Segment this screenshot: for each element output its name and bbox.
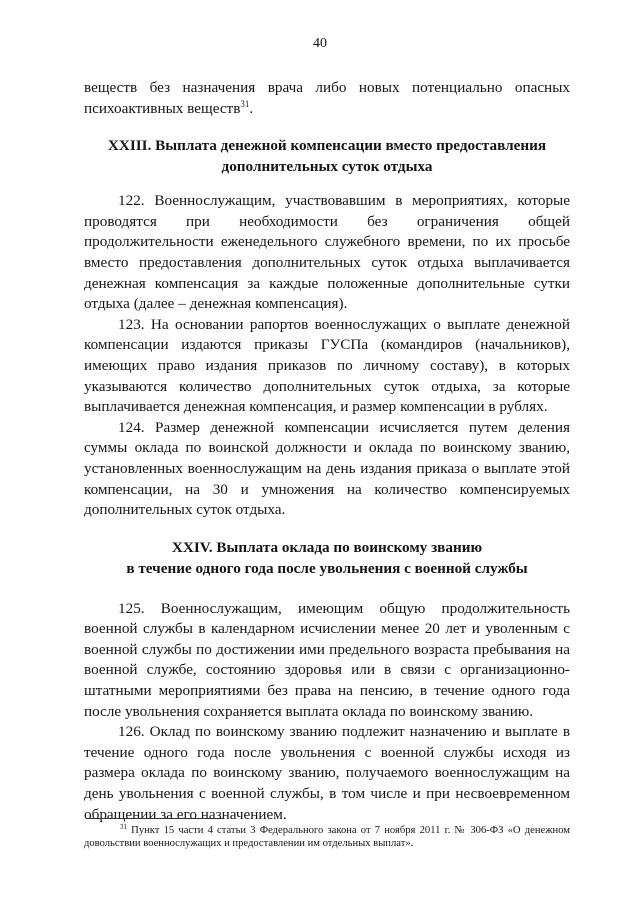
- section-heading-xxiii: [84, 135, 570, 177]
- page-number: 40: [313, 36, 327, 51]
- footnote-number: 31: [120, 823, 127, 831]
- footnote-divider: [86, 818, 224, 819]
- intro-end: .: [249, 99, 254, 117]
- footnote: [84, 824, 570, 850]
- footnote-ref: 31: [240, 98, 250, 109]
- paragraph-125: 125. Военнослужащим, имеющим общую продолжительность военной службы в календарном исчислении менее 20 лет и уволенным с военной службы по достижении ими предельного возраста пребывания на военной службе, состоянию здоровья или в связи с организационно-штатными мероприятиями без права на пенсию, в течение одного года после увольнения сохраняется выплата оклада по воинскому званию.: [84, 599, 570, 720]
- intro-paragraph: [84, 78, 570, 119]
- paragraph-126: 126. Оклад по воинскому званию подлежит назначению и выплате в течение одного года после увольнения с военной службы исходя из размера оклада по воинскому званию, получаемого военнослужащим на день увольнения с военной службы, в том числе и при несвоевременном обращении за его назначением.: [84, 723, 570, 823]
- heading-xxiv-line2: в течение одного года после увольнения с военной службы: [126, 559, 528, 577]
- paragraph-124: 124. Размер денежной компенсации исчисляется путем деления суммы оклада по воинской должности и оклада по воинскому званию, установленных военнослужащим на день издания приказа о выплате этой компенсации, на 30 и умножения на количество компенсируемых дополнительных суток отдыха.: [84, 418, 570, 519]
- heading-xxiii-line1: XXIII. Выплата денежной компенсации вместо предоставления: [107, 137, 547, 155]
- page-body: [84, 78, 570, 825]
- heading-xxiv-line1: XXIV. Выплата оклада по воинскому званию: [171, 538, 483, 556]
- intro-text: веществ без назначения врача либо новых потенциально опасных психоактивных веществ: [84, 79, 570, 117]
- footnote-text: Пункт 15 части 4 статьи 3 Федерального закона от 7 ноября 2011 г. № 306-ФЗ «О денежном довольствии военнослужащих и предоставлении им отдельных выплат».: [84, 825, 570, 849]
- paragraph-122: 122. Военнослужащим, участвовавшим в мероприятиях, которые проводятся при необходимости без ограничения общей продолжительности еженедельного служебного времени, по их просьбе вместо предоставления дополнительных суток отдыха выплачивается денежная компенсация за каждые положенные дополнительные сутки отдыха (далее – денежная компенсация).: [84, 192, 570, 313]
- section-heading-xxiv: [84, 537, 570, 579]
- paragraph-123: 123. На основании рапортов военнослужащих о выплате денежной компенсации издаются приказы ГУСПа (командиров (начальников), имеющих право издания приказов по личному составу), в которых указываются количество дополнительных суток отдыха, за которые выплачивается денежная компенсация, и размер компенсации в рублях.: [84, 315, 570, 416]
- heading-xxiii-line2: дополнительных суток отдыха: [221, 158, 433, 176]
